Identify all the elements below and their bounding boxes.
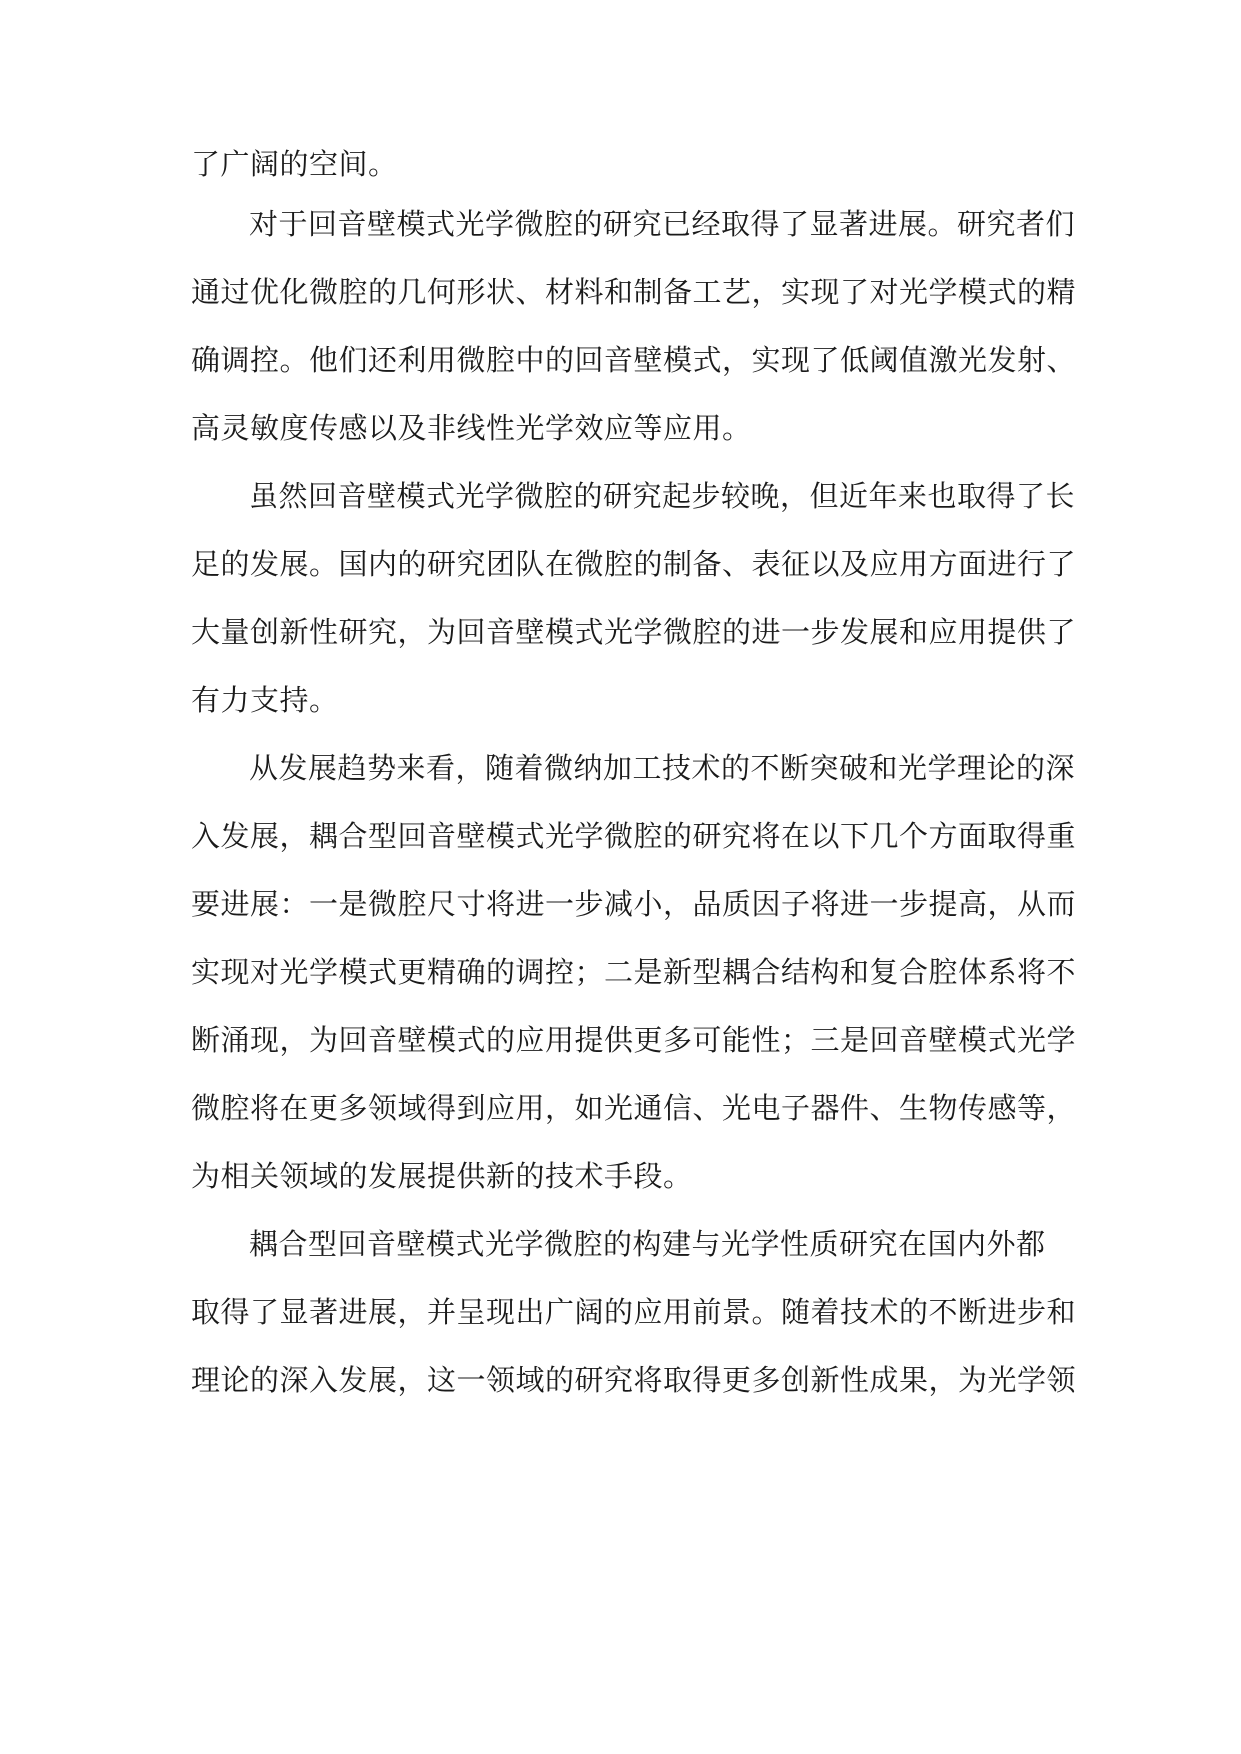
text-line: 大量创新性研究，为回音壁模式光学微腔的进一步发展和应用提供了 <box>191 615 1077 649</box>
text-line: 微腔将在更多领域得到应用，如光通信、光电子器件、生物传感等， <box>191 1091 1077 1125</box>
paragraph-first-line: 对于回音壁模式光学微腔的研究已经取得了显著进展。研究者们 <box>249 207 1076 241</box>
text-line: 取得了显著进展，并呈现出广阔的应用前景。随着技术的不断进步和 <box>191 1295 1077 1329</box>
text-line: 了广阔的空间。 <box>191 147 398 181</box>
paragraph-first-line: 虽然回音壁模式光学微腔的研究起步较晚，但近年来也取得了长 <box>249 479 1076 513</box>
text-line: 断涌现，为回音壁模式的应用提供更多可能性；三是回音壁模式光学 <box>191 1023 1077 1057</box>
text-line: 入发展，耦合型回音壁模式光学微腔的研究将在以下几个方面取得重 <box>191 819 1077 853</box>
text-line: 有力支持。 <box>191 683 339 717</box>
text-line: 足的发展。国内的研究团队在微腔的制备、表征以及应用方面进行了 <box>191 547 1077 581</box>
paragraph-first-line: 耦合型回音壁模式光学微腔的构建与光学性质研究在国内外都 <box>249 1227 1046 1261</box>
text-line: 实现对光学模式更精确的调控；二是新型耦合结构和复合腔体系将不 <box>191 955 1077 989</box>
text-line: 确调控。他们还利用微腔中的回音壁模式，实现了低阈值激光发射、 <box>191 343 1077 377</box>
text-line: 要进展：一是微腔尺寸将进一步减小，品质因子将进一步提高，从而 <box>191 887 1077 921</box>
text-line: 理论的深入发展，这一领域的研究将取得更多创新性成果，为光学领 <box>191 1363 1077 1397</box>
text-line: 为相关领域的发展提供新的技术手段。 <box>191 1159 693 1193</box>
text-line: 通过优化微腔的几何形状、材料和制备工艺，实现了对光学模式的精 <box>191 275 1077 309</box>
text-line: 高灵敏度传感以及非线性光学效应等应用。 <box>191 411 752 445</box>
paragraph-first-line: 从发展趋势来看，随着微纳加工技术的不断突破和光学理论的深 <box>249 751 1076 785</box>
